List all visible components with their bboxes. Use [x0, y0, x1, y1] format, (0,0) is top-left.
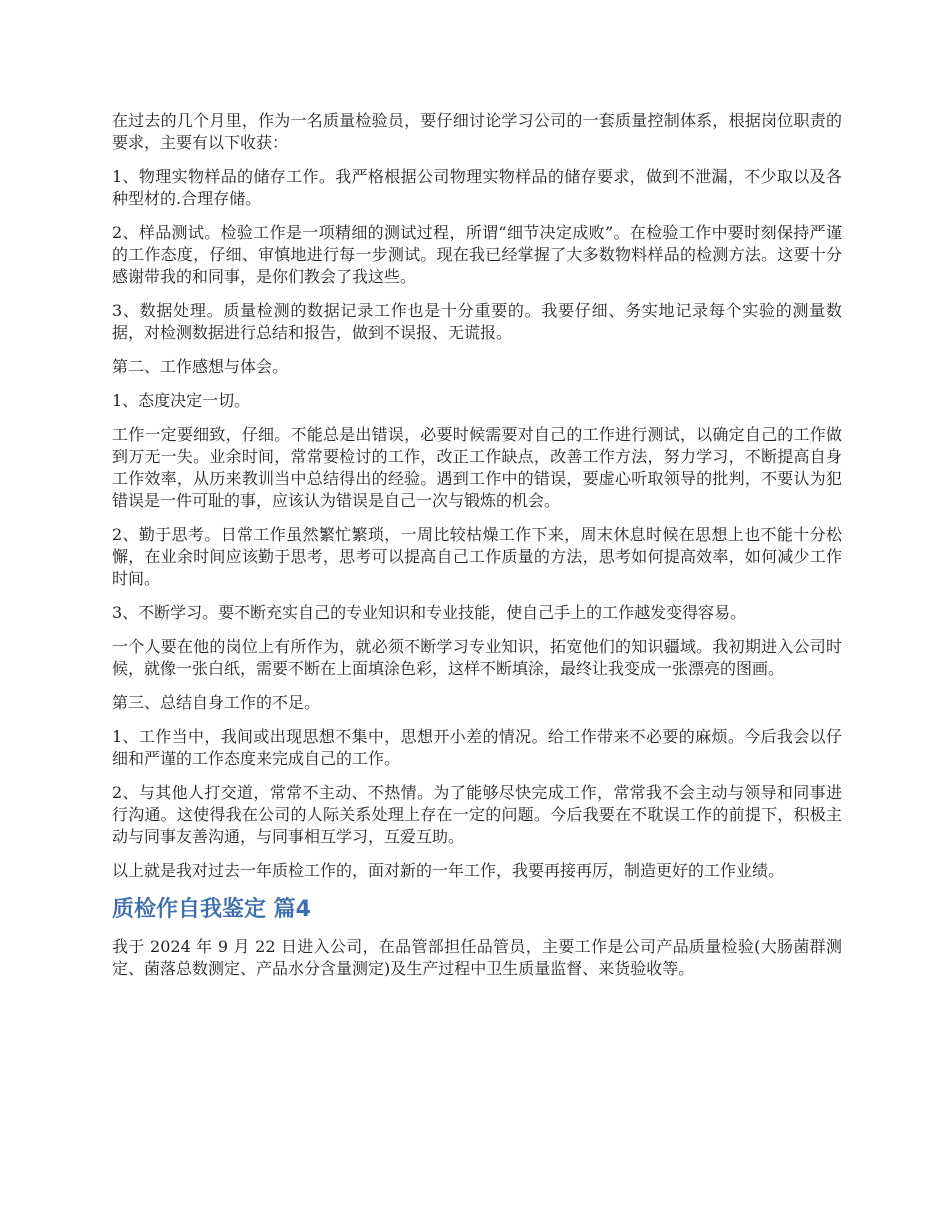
item-sample-storage: 1、物理实物样品的储存工作。我严格根据公司物理实物样品的储存要求，做到不泄漏，不少取以及各种型材的.合理存储。: [112, 167, 842, 208]
attitude-paragraph: 工作一定要细致，仔细。不能总是出错误，必要时候需要对自己的工作进行测试，以确定自己的工作做到万无一失。业余时间，常常要检讨的工作，改正工作缺点，改善工作方法，努力学习，不断提高自身工作效率，从历来教训当中总结得出的经验。遇到工作中的错误，要虚心听取领导的批判，不要认为犯错误是一件可耻的事，应该认为错误是自己一次与锻炼的机会。: [112, 425, 842, 510]
item-communication: 2、与其他人打交道，常常不主动、不热情。为了能够尽快完成工作，常常我不会主动与领导和同事进行沟通。这使得我在公司的人际关系处理上存在一定的问题。今后我要在不耽误工作的前提下，积极主动与同事友善沟通，与同事相互学习，互爱互助。: [112, 783, 842, 846]
item-attitude: 1、态度决定一切。: [112, 391, 251, 410]
section-heading: 质检作自我鉴定 篇4: [112, 897, 311, 922]
document-page: [112, 110, 842, 992]
section-two-title: 第二、工作感想与体会。: [112, 357, 289, 376]
closing-paragraph: 以上就是我对过去一年质检工作的，面对新的一年工作，我要再接再厉，制造更好的工作业绩。: [112, 861, 785, 880]
item-focus: 1、工作当中，我间或出现思想不集中，思想开小差的情况。给工作带来不必要的麻烦。今后我会以仔细和严谨的工作态度来完成自己的工作。: [112, 727, 842, 768]
item-thinking: 2、勤于思考。日常工作虽然繁忙繁琐，一周比较枯燥工作下来，周末休息时候在思想上也不能十分松懈，在业余时间应该勤于思考，思考可以提高自己工作质量的方法，思考如何提高效率，如何减少工作时间。: [112, 525, 842, 588]
learning-paragraph: 一个人要在他的岗位上有所作为，就必须不断学习专业知识，拓宽他们的知识疆域。我初期进入公司时候，就像一张白纸，需要不断在上面填涂色彩，这样不断填涂，最终让我变成一张漂亮的图画。: [112, 637, 842, 678]
item-data-processing: 3、数据处理。质量检测的数据记录工作也是十分重要的。我要仔细、务实地记录每个实验的测量数据，对检测数据进行总结和报告，做到不误报、无谎报。: [112, 301, 842, 342]
section-three-title: 第三、总结自身工作的不足。: [112, 693, 321, 712]
item-sample-testing: 2、样品测试。检验工作是一项精细的测试过程，所谓“细节决定成败”。在检验工作中要时刻保持严谨的工作态度，仔细、审慎地进行每一步测试。现在我已经掌握了大多数物料样品的检测方法。这要十分感谢带我的和同事，是你们教会了我这些。: [112, 223, 842, 286]
item-learning: 3、不断学习。要不断充实自己的专业知识和专业技能，使自己手上的工作越发变得容易。: [112, 603, 747, 622]
intro-paragraph: 在过去的几个月里，作为一名质量检验员，要仔细讨论学习公司的一套质量控制体系，根据岗位职责的要求，主要有以下收获：: [112, 111, 842, 152]
section-four-intro: 我于 2024 年 9 月 22 日进入公司，在品管部担任品管员，主要工作是公司产品质量检验(大肠菌群测定、菌落总数测定、产品水分含量测定)及生产过程中卫生质量监督、来货验收等。: [112, 937, 842, 978]
